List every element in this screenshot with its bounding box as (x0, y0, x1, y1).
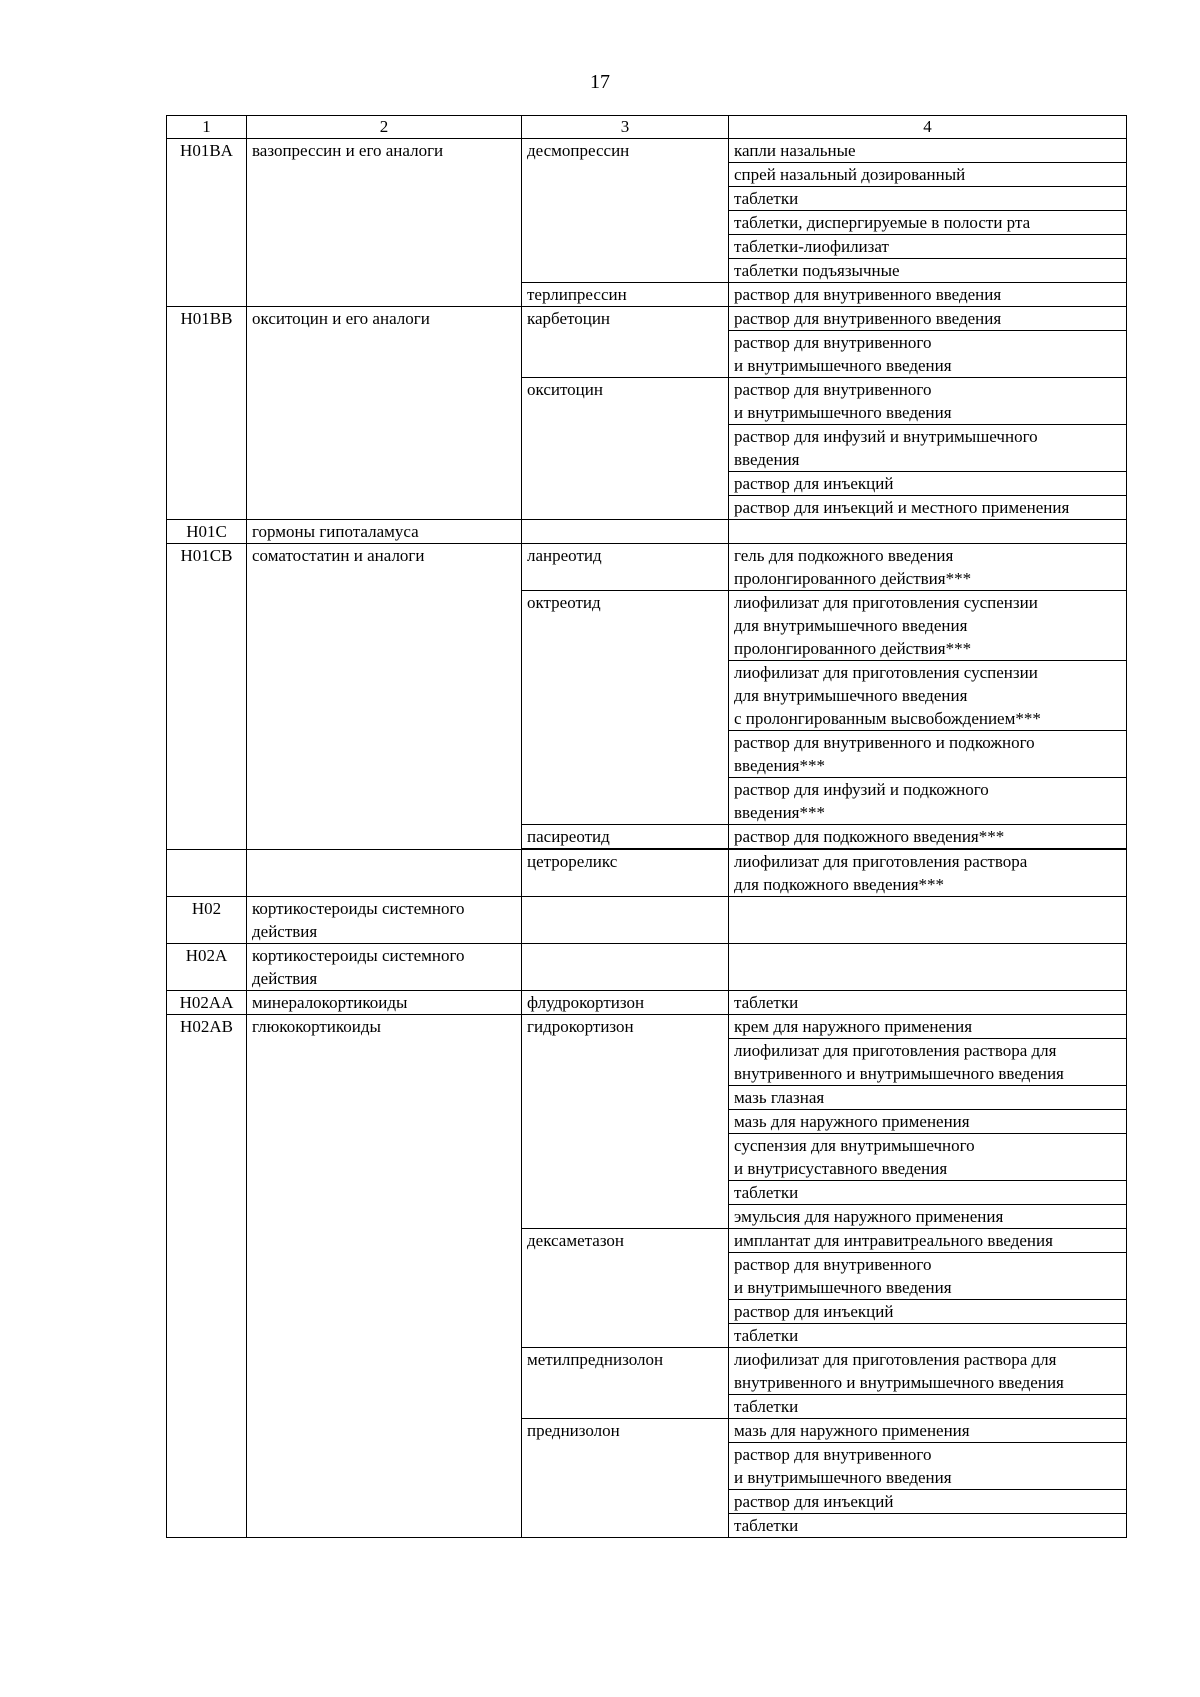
dosage-form-cell: лиофилизат для приготовления раствора для внутривенного и внутримышечного введения (729, 1348, 1127, 1395)
dosage-form-cell: раствор для внутривенного и внутримышечного введения (729, 378, 1127, 425)
drug-name-cell: флудрокортизон (522, 991, 729, 1015)
dosage-form-cell: лиофилизат для приготовления раствора для внутривенного и внутримышечного введения (729, 1039, 1127, 1086)
drug-name-cell: карбетоцин (522, 307, 729, 378)
drug-name-cell (522, 897, 729, 944)
table-row (167, 139, 1127, 163)
table-row (167, 544, 1127, 591)
drug-name-cell: гидрокортизон (522, 1015, 729, 1229)
column-header-2: 2 (247, 116, 522, 139)
dosage-form-cell: раствор для внутривенного введения (729, 283, 1127, 307)
drug-name-cell (522, 944, 729, 991)
drug-list-table (166, 115, 1127, 1538)
dosage-form-cell: раствор для инъекций (729, 472, 1127, 496)
dosage-form-cell: таблетки (729, 187, 1127, 211)
dosage-form-cell: таблетки (729, 1324, 1127, 1348)
table-row (167, 307, 1127, 331)
dosage-form-cell: раствор для внутривенного введения (729, 307, 1127, 331)
group-name-cell: окситоцин и его аналоги (247, 307, 522, 520)
group-name-cell: кортикостероиды системного действия (247, 897, 522, 944)
atc-code-cell: H01BB (167, 307, 247, 520)
drug-name-cell: ланреотид (522, 544, 729, 591)
drug-name-cell: пасиреотид (522, 825, 729, 849)
group-name-cell: минералокортикоиды (247, 991, 522, 1015)
drug-name-cell: преднизолон (522, 1419, 729, 1538)
dosage-form-cell: таблетки-лиофилизат (729, 235, 1127, 259)
dosage-form-cell: таблетки (729, 1181, 1127, 1205)
drug-name-cell: метилпреднизолон (522, 1348, 729, 1419)
dosage-form-cell: раствор для подкожного введения*** (729, 825, 1127, 849)
table-row (167, 897, 1127, 944)
dosage-form-cell: таблетки подъязычные (729, 259, 1127, 283)
dosage-form-cell: имплантат для интравитреального введения (729, 1229, 1127, 1253)
dosage-form-cell: раствор для внутривенного и внутримышечного введения (729, 1253, 1127, 1300)
drug-name-cell: окситоцин (522, 378, 729, 520)
table-row (167, 520, 1127, 544)
table-row (167, 850, 1127, 897)
dosage-form-cell: лиофилизат для приготовления раствора для подкожного введения*** (729, 850, 1127, 897)
column-number-row (167, 116, 1127, 139)
dosage-form-cell: крем для наружного применения (729, 1015, 1127, 1039)
dosage-form-cell: капли назальные (729, 139, 1127, 163)
dosage-form-cell: таблетки (729, 1514, 1127, 1538)
dosage-form-cell: лиофилизат для приготовления суспензии для внутримышечного введения с пролонгированным высвобождением*** (729, 661, 1127, 731)
column-header-4: 4 (729, 116, 1127, 139)
dosage-form-cell (729, 520, 1127, 544)
dosage-form-cell: лиофилизат для приготовления суспензии для внутримышечного введения пролонгированного действия*** (729, 591, 1127, 661)
dosage-form-cell (729, 944, 1127, 991)
drug-name-cell: десмопрессин (522, 139, 729, 283)
dosage-form-cell: спрей назальный дозированный (729, 163, 1127, 187)
group-name-cell: соматостатин и аналоги (247, 544, 522, 850)
atc-code-cell: H01BA (167, 139, 247, 307)
table-row (167, 944, 1127, 991)
group-name-cell: глюкокортикоиды (247, 1015, 522, 1538)
dosage-form-cell: суспензия для внутримышечного и внутрисуставного введения (729, 1134, 1127, 1181)
atc-code-cell: H02A (167, 944, 247, 991)
atc-code-cell: H01C (167, 520, 247, 544)
dosage-form-cell: раствор для инфузий и внутримышечного введения (729, 425, 1127, 472)
dosage-form-cell: раствор для инъекций (729, 1490, 1127, 1514)
dosage-form-cell: мазь для наружного применения (729, 1110, 1127, 1134)
dosage-form-cell: таблетки (729, 991, 1127, 1015)
dosage-form-cell (729, 897, 1127, 944)
dosage-form-cell: раствор для инфузий и подкожного введения*** (729, 778, 1127, 825)
dosage-form-cell: мазь глазная (729, 1086, 1127, 1110)
dosage-form-cell: таблетки (729, 1395, 1127, 1419)
dosage-form-cell: раствор для инъекций и местного применения (729, 496, 1127, 520)
atc-code-cell: H02 (167, 897, 247, 944)
atc-code-cell: H02AA (167, 991, 247, 1015)
dosage-form-cell: гель для подкожного введения пролонгированного действия*** (729, 544, 1127, 591)
drug-name-cell: терлипрессин (522, 283, 729, 307)
drug-name-cell: дексаметазон (522, 1229, 729, 1348)
dosage-form-cell: мазь для наружного применения (729, 1419, 1127, 1443)
dosage-form-cell: эмульсия для наружного применения (729, 1205, 1127, 1229)
table-row (167, 1015, 1127, 1039)
group-name-cell (247, 850, 522, 897)
drug-name-cell: цетрореликс (522, 850, 729, 897)
column-header-1: 1 (167, 116, 247, 139)
dosage-form-cell: раствор для внутривенного и внутримышечного введения (729, 1443, 1127, 1490)
dosage-form-cell: таблетки, диспергируемые в полости рта (729, 211, 1127, 235)
group-name-cell: кортикостероиды системного действия (247, 944, 522, 991)
drug-name-cell: октреотид (522, 591, 729, 825)
dosage-form-cell: раствор для внутривенного и внутримышечного введения (729, 331, 1127, 378)
group-name-cell: гормоны гипоталамуса (247, 520, 522, 544)
dosage-form-cell: раствор для внутривенного и подкожного введения*** (729, 731, 1127, 778)
drug-name-cell (522, 520, 729, 544)
column-header-3: 3 (522, 116, 729, 139)
group-name-cell: вазопрессин и его аналоги (247, 139, 522, 307)
table-row (167, 991, 1127, 1015)
dosage-form-cell: раствор для инъекций (729, 1300, 1127, 1324)
atc-code-cell: H02AB (167, 1015, 247, 1538)
atc-code-cell (167, 850, 247, 897)
page-number: 17 (590, 71, 610, 93)
atc-code-cell: H01CB (167, 544, 247, 850)
table-body (167, 139, 1127, 1538)
